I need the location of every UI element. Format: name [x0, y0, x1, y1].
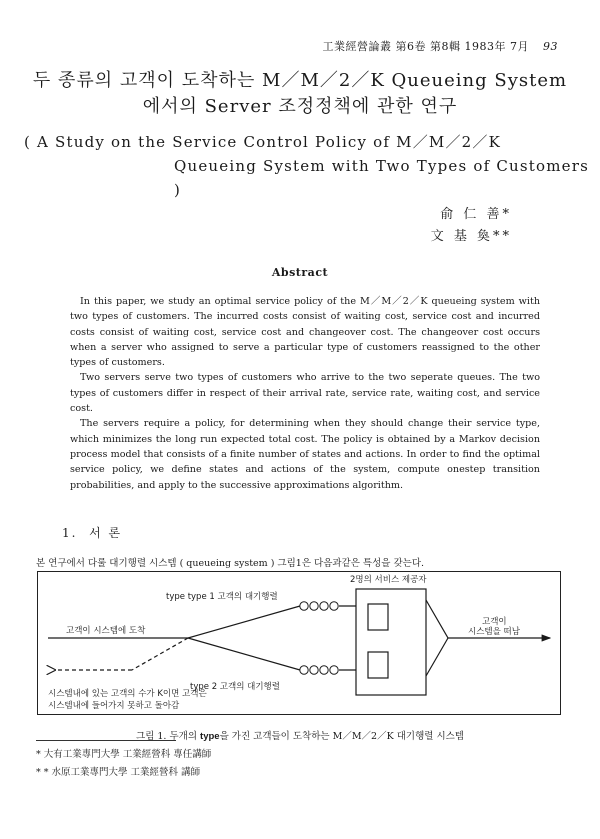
- route-to-queue-2: [188, 638, 300, 670]
- server-2: [368, 652, 388, 678]
- queue-slot: [310, 666, 318, 674]
- figure-1: [37, 571, 561, 715]
- departure-route-1: [426, 600, 448, 638]
- departure-label-1: 고객이: [482, 617, 507, 627]
- queue-slot: [310, 602, 318, 610]
- queue-slot: [320, 666, 328, 674]
- abstract-paragraph: In this paper, we study an optimal service policy of the M／M／2／K queueing system with two types of customers. The incurred costs consist of waiting cost, service cost and incurred costs consist of waiting cost, service cost and changeover cost. The changeover cost occurs when a server who assigned to serve a particular type of customers reassigned to the other types of customers.: [70, 296, 540, 369]
- abstract-paragraph: Two servers serve two types of customers who arrive to the two seperate queues. The two types of customers differ in respect of their arrival rate, service rate, waiting cost, and service cost.: [70, 372, 540, 415]
- abstract-body: [70, 294, 540, 493]
- caption-suffix: 을 가진 고객들이 도착하는 M／M／2／K 대기행렬 시스템: [219, 731, 464, 742]
- title-korean-line2: 에서의 Server 조정정책에 관한 연구: [142, 96, 458, 117]
- title-english-line1: ( A Study on the Service Control Policy of M／M／2／K: [24, 133, 501, 151]
- author-2: 文 基 奐**: [430, 229, 512, 244]
- section-number: 1.: [62, 526, 78, 540]
- reject-route: [132, 638, 188, 670]
- server-system-box: [356, 589, 426, 695]
- arrival-label: 고객이 시스템에 도착: [66, 626, 146, 636]
- queue-diagram: [38, 572, 560, 714]
- queue-1: [300, 602, 338, 610]
- footnote-1: * 大有工業專門大學 工業經營科 專任講師: [36, 749, 212, 760]
- departure-route-2: [426, 638, 448, 676]
- queue-slot: [320, 602, 328, 610]
- queue-slot: [330, 666, 338, 674]
- reject-label-1: 시스템내에 있는 고객의 수가 K이면 고객은: [48, 689, 207, 699]
- journal-info: 工業經營論叢 第6卷 第8輯 1983年 7月: [322, 40, 529, 53]
- queue-slot: [330, 602, 338, 610]
- queue-slot: [300, 666, 308, 674]
- intro-text: 본 연구에서 다룰 대기행렬 시스템 ( queueing system ) 그림1은 다음과같은 특성을 갖는다.: [36, 558, 425, 569]
- queue-slot: [300, 602, 308, 610]
- footnote-2: * * 水原工業專門大學 工業經營科 講師: [36, 767, 201, 778]
- abstract-heading: Abstract: [271, 266, 329, 279]
- queue-2: [300, 666, 338, 674]
- authors: [431, 204, 512, 248]
- author-1: 俞 仁 善*: [440, 207, 512, 222]
- journal-header: [0, 38, 558, 54]
- title-korean-line1: 두 종류의 고객이 도착하는 M／M／2／K Queueing System: [32, 70, 568, 91]
- route-to-queue-1: [188, 606, 300, 638]
- caption-bold: type: [200, 731, 220, 742]
- footnote-rule: [36, 740, 176, 741]
- section-heading: [62, 524, 122, 541]
- server-1: [368, 604, 388, 630]
- servers-label: 2명의 서비스 제공자: [350, 575, 427, 585]
- queue-2-label: type 2 고객의 대기행렬: [190, 682, 280, 692]
- title-english-line2: Queueing System with Two Types of Customers ): [174, 157, 589, 199]
- section-title: 서 론: [89, 526, 123, 540]
- abstract-paragraph: The servers require a policy, for determining when they should change their service type, which minimizes the long run expected total cost. The policy is obtained by a Markov decision process model that consists of a finite number of states and actions. In order to find the optimal service policy, we define states and actions of the system, compute onestep transition probabilities, and apply to the successive approximations algorithm.: [70, 418, 540, 491]
- caption-prefix: 그림 1. 두개의: [136, 731, 201, 742]
- queue-1-label: type type 1 고객의 대기행렬: [166, 592, 278, 602]
- page-number: 93: [543, 40, 558, 53]
- departure-label-2: 시스템을 떠남: [468, 627, 520, 637]
- reject-label-2: 시스템내에 들어가지 못하고 돌아감: [48, 701, 180, 711]
